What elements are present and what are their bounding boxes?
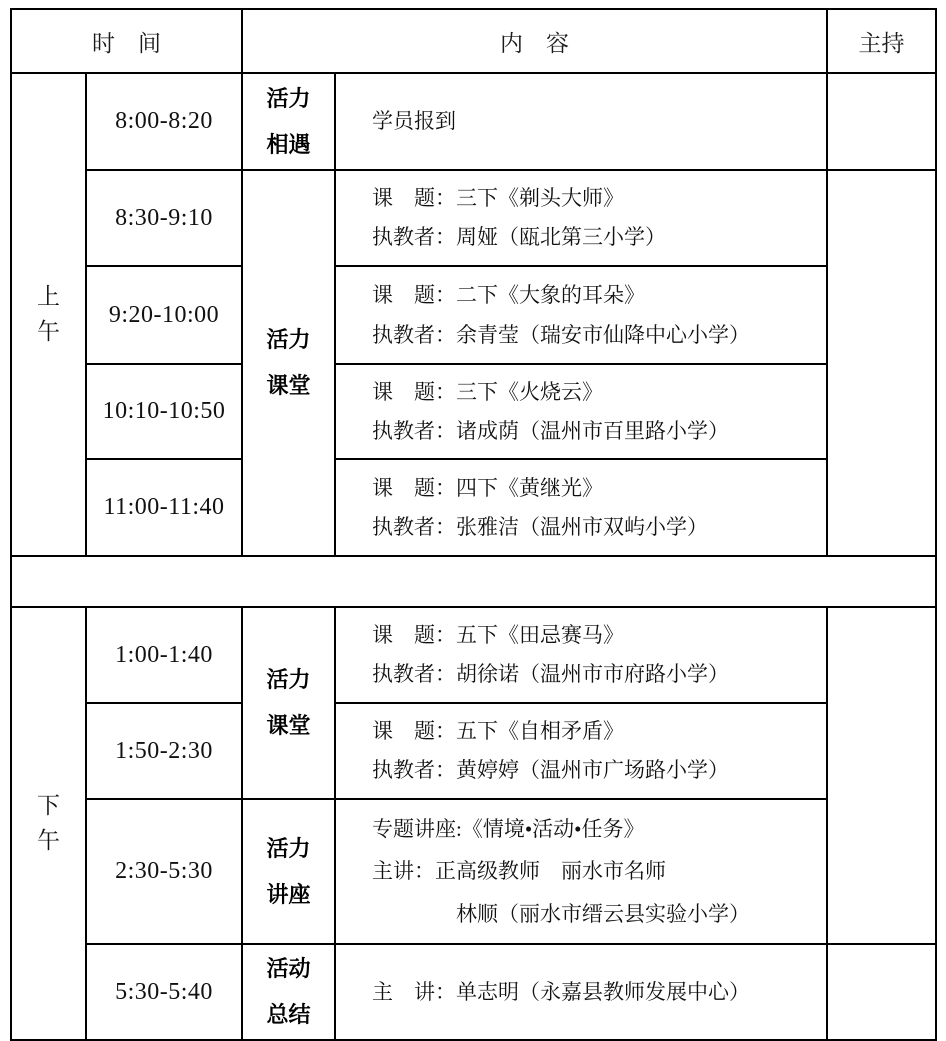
- stage-line: 活力: [266, 85, 311, 111]
- time-cell: 1:50-2:30: [86, 703, 242, 799]
- content-line: 专题讲座:《情境•活动•任务》: [372, 817, 645, 842]
- content-line: 执教者：张雅洁（温州市双屿小学）: [372, 515, 708, 540]
- header-row: [11, 9, 936, 73]
- host-cell: [827, 607, 936, 944]
- schedule-table: [10, 8, 937, 1041]
- table-row: [11, 799, 936, 944]
- header-time-cell: 时 间: [11, 9, 242, 73]
- table-row: [11, 266, 936, 364]
- stage-cell: [242, 73, 335, 170]
- content-line: 课 题：五下《自相矛盾》: [372, 719, 624, 744]
- content-line: 执教者：诸成荫（温州市百里路小学）: [372, 418, 729, 443]
- content-cell: [335, 364, 827, 459]
- content-cell: [335, 703, 827, 799]
- content-line: 课 题：四下《黄继光》: [372, 475, 603, 500]
- period-cell-afternoon: [11, 607, 86, 1040]
- content-line: 课 题：三下《剃头大师》: [372, 186, 624, 211]
- time-cell: 8:00-8:20: [86, 73, 242, 170]
- table-row: [11, 944, 936, 1040]
- stage-line: 活力: [266, 835, 311, 861]
- stage-cell: [242, 799, 335, 944]
- content-cell: [335, 266, 827, 364]
- separator-row: [11, 556, 936, 607]
- content-cell: [335, 799, 827, 944]
- table-row: [11, 459, 936, 556]
- table-row: [11, 73, 936, 170]
- period-cell-morning: [11, 73, 86, 556]
- host-cell: [827, 170, 936, 556]
- table-row: [11, 607, 936, 703]
- content-line: 林顺（丽水市缙云县实验小学）: [456, 901, 750, 926]
- content-line: 主讲：正高级教师 丽水市名师: [372, 859, 666, 884]
- content-cell: [335, 170, 827, 266]
- stage-cell: [242, 170, 335, 556]
- table-row: [11, 364, 936, 459]
- time-cell: 5:30-5:40: [86, 944, 242, 1040]
- time-cell: 10:10-10:50: [86, 364, 242, 459]
- header-host-cell: 主持: [827, 9, 936, 73]
- content-line: 课 题：五下《田忌赛马》: [372, 623, 624, 648]
- time-cell: 1:00-1:40: [86, 607, 242, 703]
- table-row: [11, 703, 936, 799]
- stage-cell: [242, 944, 335, 1040]
- stage-line: 活力: [266, 667, 311, 692]
- host-cell: [827, 944, 936, 1040]
- time-cell: 8:30-9:10: [86, 170, 242, 266]
- table-row: [11, 170, 936, 266]
- stage-line: 课堂: [266, 373, 311, 398]
- stage-line: 相遇: [266, 131, 311, 157]
- period-label: 下午: [36, 793, 60, 853]
- host-cell: [827, 73, 936, 170]
- stage-line: 讲座: [266, 881, 311, 907]
- content-line: 执教者：周娅（瓯北第三小学）: [372, 225, 666, 250]
- stage-line: 课堂: [266, 713, 311, 738]
- content-cell: [335, 607, 827, 703]
- time-cell: 9:20-10:00: [86, 266, 242, 364]
- content-line: 课 题：三下《火烧云》: [372, 380, 603, 405]
- time-cell: 2:30-5:30: [86, 799, 242, 944]
- period-label: 上午: [36, 284, 60, 344]
- content-line: 执教者：黄婷婷（温州市广场路小学）: [372, 758, 729, 783]
- time-cell: 11:00-11:40: [86, 459, 242, 556]
- content-line: 课 题：二下《大象的耳朵》: [372, 282, 645, 307]
- stage-line: 活力: [266, 327, 311, 352]
- stage-line: 总结: [266, 1002, 311, 1027]
- stage-cell: [242, 607, 335, 799]
- content-line: 主 讲：单志明（永嘉县教师发展中心）: [372, 979, 750, 1004]
- content-cell: [335, 73, 827, 170]
- content-line: 学员报到: [372, 109, 456, 134]
- content-cell: [335, 944, 827, 1040]
- header-content-cell: 内 容: [242, 9, 827, 73]
- content-cell: [335, 459, 827, 556]
- stage-line: 活动: [266, 956, 311, 981]
- separator-cell: [11, 556, 936, 607]
- content-line: 执教者：胡徐诺（温州市市府路小学）: [372, 662, 729, 687]
- content-line: 执教者：余青莹（瑞安市仙降中心小学）: [372, 322, 750, 347]
